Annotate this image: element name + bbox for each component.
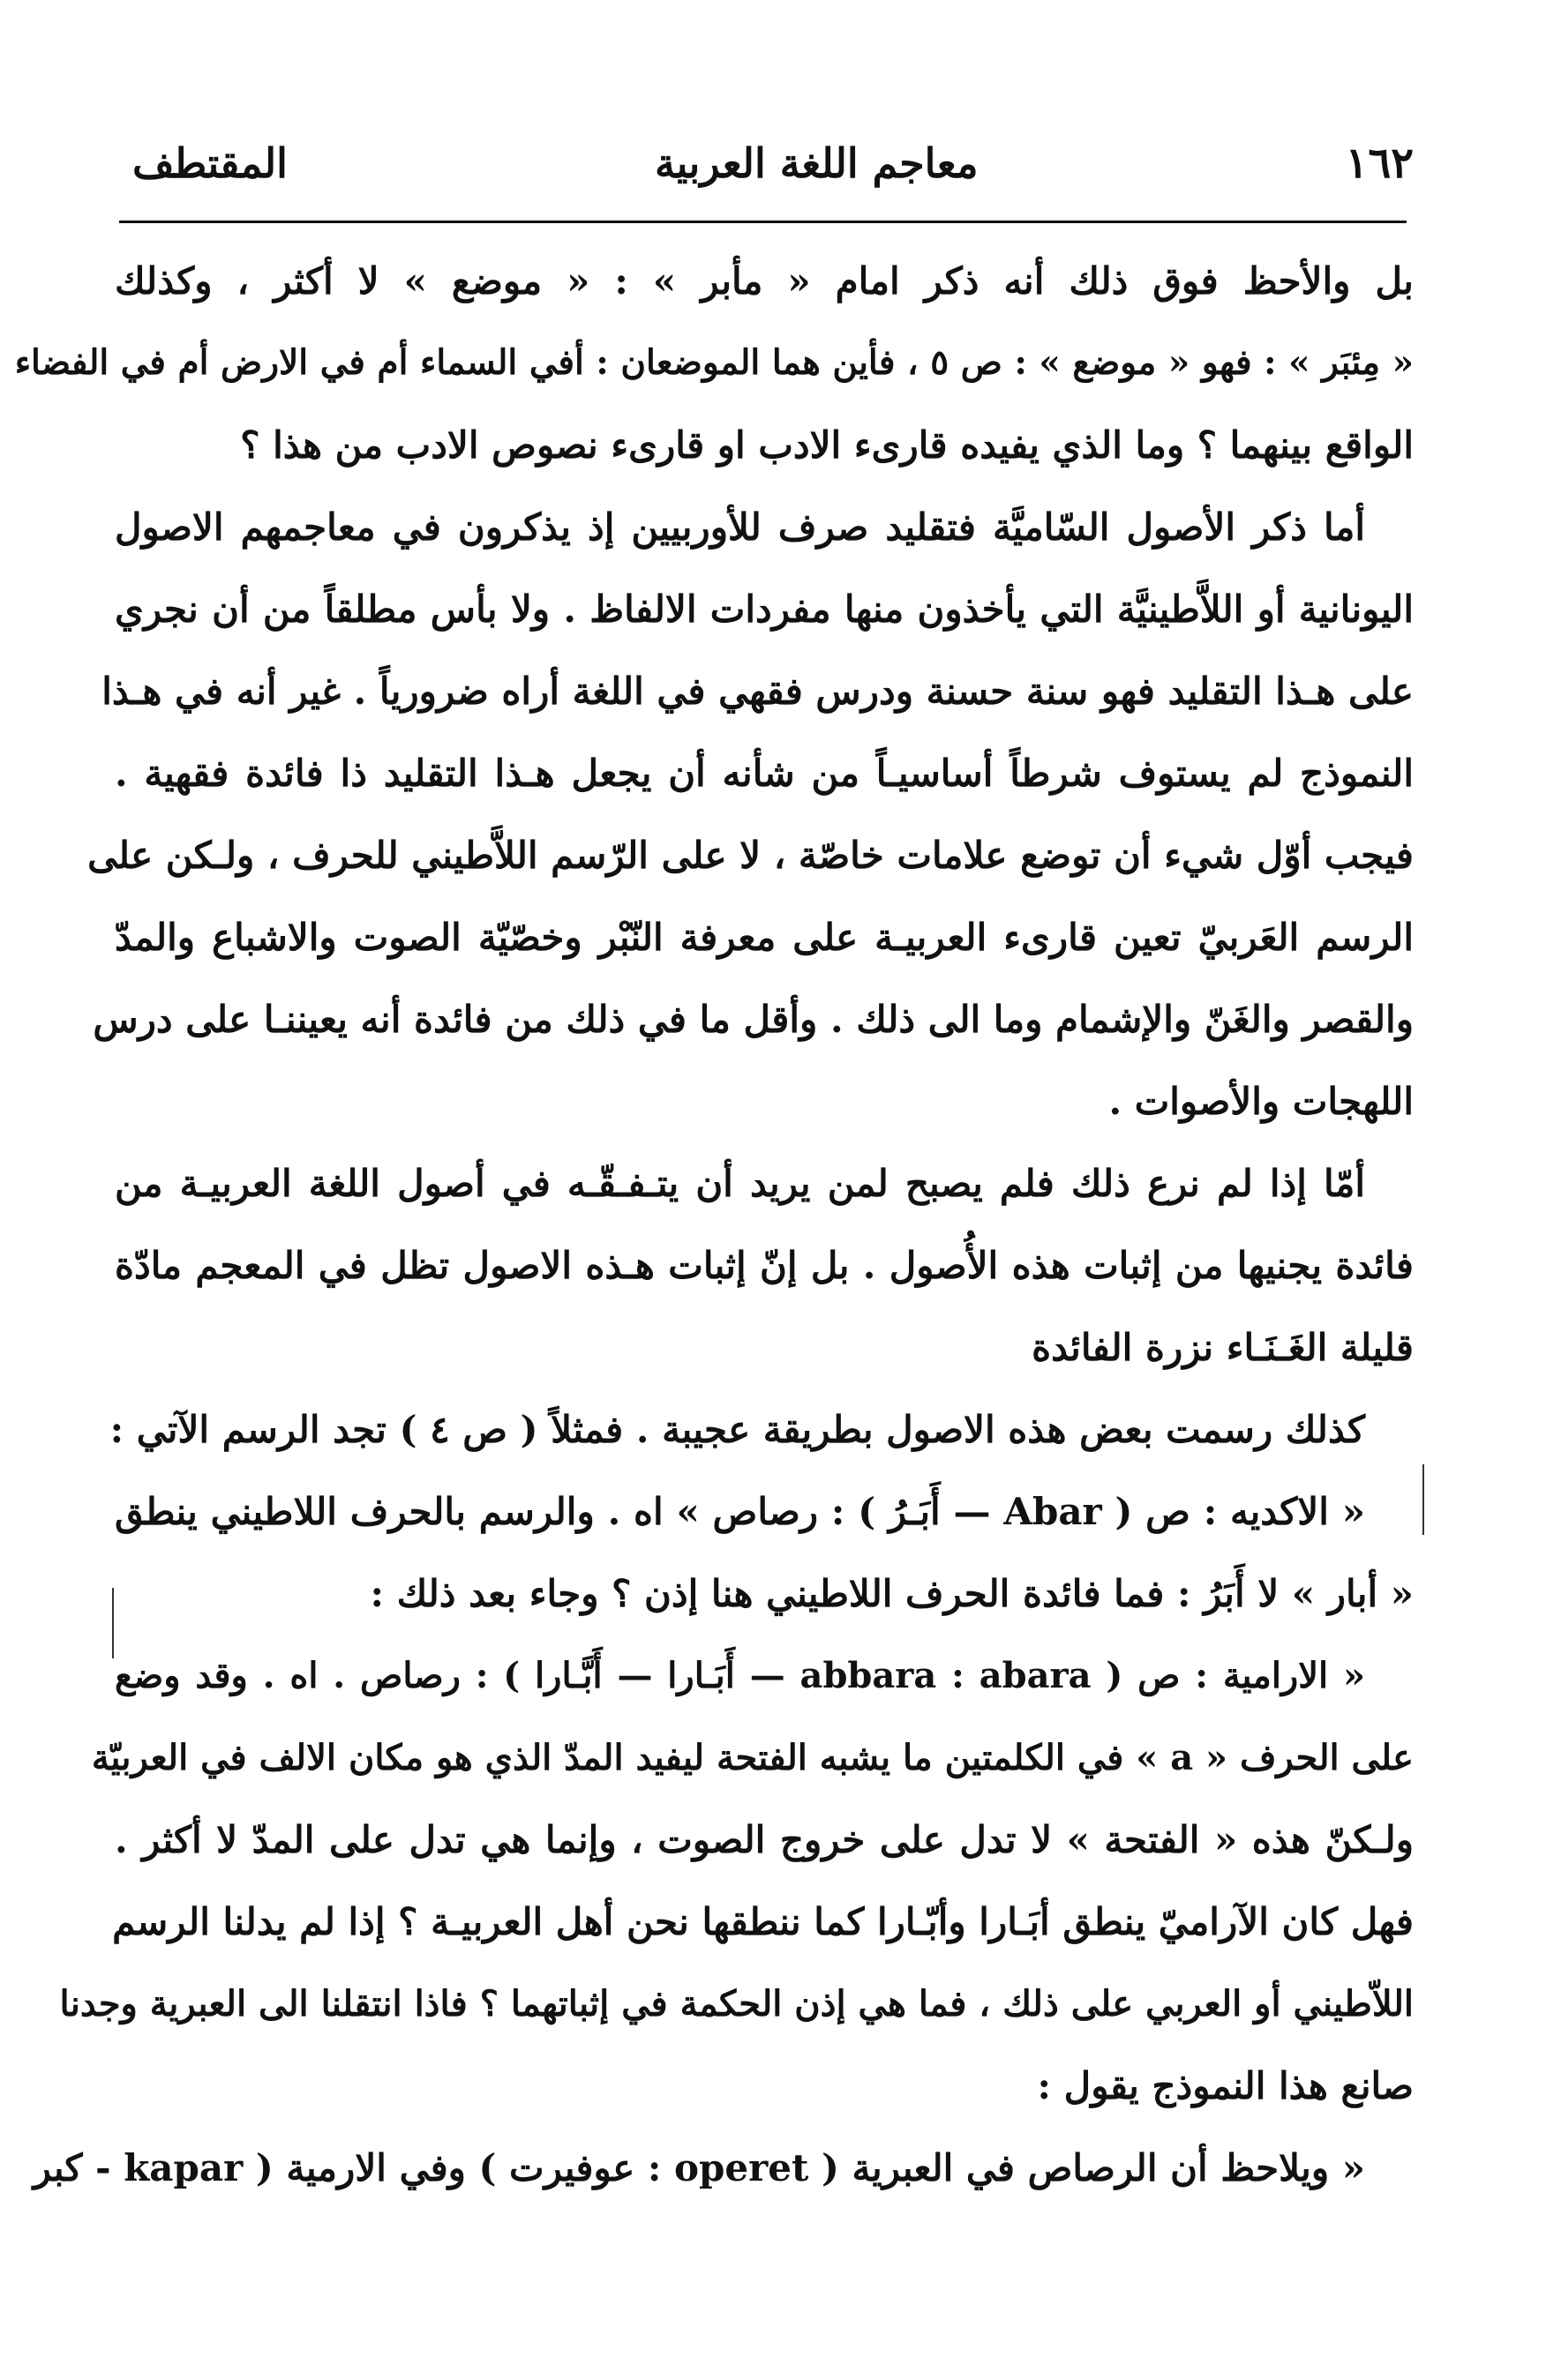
text-line: « أبار » لا أَبَرُ : فما فائدة الحرف اللاطيني هنا إذن ؟ وجاء بعد ذلك :: [370, 1572, 1414, 1615]
text-line: اللهجات والأصوات .: [1108, 1080, 1414, 1123]
text-line: والقصر والغَنّ والإشمام وما الى ذلك . وأقل ما في ذلك من فائدة أنه يعيننـا على درس: [93, 998, 1414, 1041]
margin-mark: [112, 1588, 114, 1658]
text-line: أمّا إذا لم نرع ذلك فلم يصبح لمن يريد أن يتـفـقّـه في أصول اللغة العربيـة من: [115, 1162, 1365, 1205]
text-line: فهل كان الآراميّ ينطق أبَـارا وأبّـارا كما ننطقها نحن أهل العربيـة ؟ إذا لم يدلنا الرسم: [112, 1900, 1414, 1943]
text-line: اليونانية أو اللاَّطينيَّة التي يأخذون منها مفردات الالفاظ . ولا بأس مطلقاً من أن نجري: [115, 588, 1414, 631]
text-line: الواقع بينهما ؟ وما الذي يفيده قارىء الادب او قارىء نصوص الادب من هذا ؟: [240, 423, 1414, 467]
text-line: على هـذا التقليد فهو سنة حسنة ودرس فقهي في اللغة أراه ضرورياً . غير أنه في هـذا: [101, 670, 1414, 713]
text-line: على الحرف « a » في الكلمتين ما يشبه الفتحة ليفيد المدّ الذي هو مكان الالف في العربيّة: [91, 1737, 1414, 1778]
text-line: أما ذكر الأصول السّاميَّة فتقليد صرف للأوربيين إذ يذكرون في معاجمهم الاصول: [115, 505, 1365, 549]
text-line: « ويلاحظ أن الرصاص في العبرية ( operet : عوفيرت ) وفي الارمية ( kapar - كبر: [33, 2146, 1365, 2189]
text-line: اللاّطيني أو العربي على ذلك ، فما هي إذن الحكمة في إثباتهما ؟ فاذا انتقلنا الى العبرية وجدنا: [59, 1983, 1414, 2024]
page-header: [132, 132, 1414, 194]
text-line: « الارامية : ص ( abbara : abara — أَبَـارا — أَبَّـارا ) : رصاص . اه . وقد وضع: [115, 1655, 1365, 1696]
text-line: « الاكديه : ص ( Abar — أَبَـرُ ) : رصاص » اه . والرسم بالحرف اللاطيني ينطق: [115, 1490, 1365, 1533]
page-number: ١٦٢: [1345, 138, 1414, 188]
text-line: « مِئبَر » : فهو « موضع » : ص ٥ ، فأين هما الموضعان : أفي السماء أم في الارض أم في الفضاء: [14, 342, 1414, 383]
body-text: [14, 240, 1414, 2209]
page-title: معاجم اللغة العربية: [655, 139, 979, 187]
text-line: صانع هذا النموذج يقول :: [1037, 2064, 1414, 2107]
journal-name: المقتطف: [132, 139, 288, 187]
text-line: قليلة الغَـنَـاء نزرة الفائدة: [1032, 1326, 1414, 1369]
text-line: الرسم العَربيّ تعين قارىء العربيـة على معرفة النّبْر وخصّيّة الصوت والاشباع والمدّ: [115, 916, 1414, 959]
text-line: ولـكنّ هذه « الفتحة » لا تدل على خروج الصوت ، وإنما هي تدل على المدّ لا أكثر .: [115, 1818, 1414, 1861]
text-line: بل والأحظ فوق ذلك أنه ذكر امام « مأبر » : « موضع » لا أكثر ، وكذلك: [115, 259, 1414, 303]
header-rule: [119, 221, 1407, 223]
text-line: النموذج لم يستوف شرطاً أساسيـاً من شأنه أن يجعل هـذا التقليد ذا فائدة فقهية .: [115, 752, 1414, 795]
text-line: كذلك رسمت بعض هذه الاصول بطريقة عجيبة . فمثلاً ( ص ٤ ) تجد الرسم الآتي :: [109, 1408, 1365, 1451]
margin-mark: [1422, 1464, 1424, 1535]
text-line: فائدة يجنيها من إثبات هذه الأُصول . بل إنّ إثبات هـذه الاصول تظل في المعجم مادّة: [115, 1244, 1414, 1287]
text-line: فيجب أوّل شيء أن توضع علامات خاصّة ، لا على الرّسم اللاَّطيني للحرف ، ولـكن على: [87, 834, 1414, 877]
